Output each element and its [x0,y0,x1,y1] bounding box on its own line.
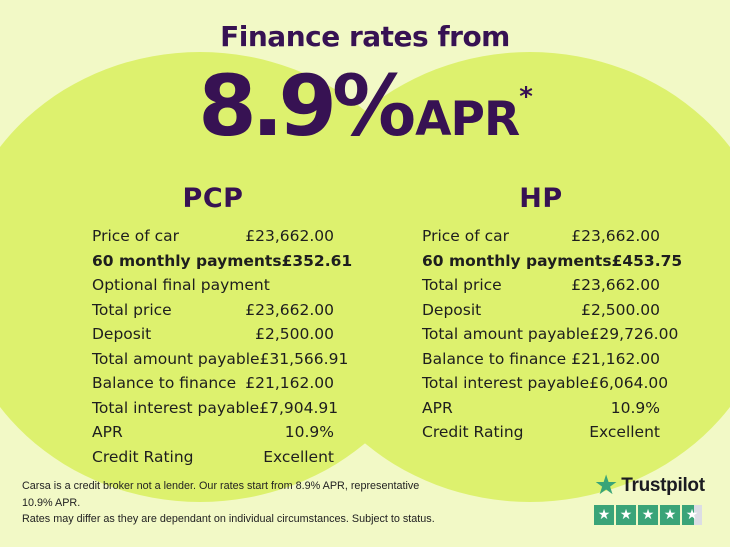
row-label: Price of car [92,227,179,246]
disclaimer-text [22,478,442,527]
row-label: Balance to finance [422,349,567,368]
pcp-table-title: PCP [182,183,244,214]
trustpilot-badge[interactable] [594,470,708,525]
row-label: Total price [422,276,502,295]
table-row [422,322,679,347]
row-label: Credit Rating [422,423,524,442]
table-row [422,396,660,421]
row-label: 60 monthly payments [422,251,612,270]
row-value: £29,726.00 [589,325,679,344]
table-row [92,298,334,323]
row-value: £7,904.91 [259,398,339,417]
rate-apr-label [415,82,532,147]
row-value: 10.9% [284,423,334,442]
row-value: £31,566.91 [259,349,349,368]
table-row [92,420,334,445]
row-value: £21,162.00 [245,374,334,393]
row-label: Total amount payable [422,325,590,344]
disclaimer-line-1: Carsa is a credit broker not a lender. Our rates start from 8.9% APR, representative 10.9% APR. [22,480,420,509]
table-row [422,224,660,249]
headline-rate [0,57,730,155]
trustpilot-star-icon: ★ [594,470,619,501]
trustpilot-wordmark: Trustpilot [621,475,705,496]
row-label: Total amount payable [92,349,260,368]
table-row [92,249,353,274]
star-box-full-icon: ★ [616,505,636,525]
row-label: APR [92,423,123,442]
row-label: Total interest payable [422,374,590,393]
table-row [422,273,660,298]
apr-text: APR [415,92,520,147]
trustpilot-logo [594,470,708,501]
table-row [92,224,334,249]
hp-table [422,183,683,445]
hp-table-title: HP [519,183,563,214]
trustpilot-rating-stars [594,505,708,525]
asterisk: * [519,82,532,112]
star-box-full-icon: ★ [594,505,614,525]
row-value: £352.61 [281,251,353,270]
row-label: Credit Rating [92,447,194,466]
table-row [422,249,683,274]
hp-table-rows [422,224,683,445]
star-box-full-icon: ★ [660,505,680,525]
table-row [422,371,669,396]
row-label: Balance to finance [92,374,237,393]
table-row [92,347,349,372]
row-value: £21,162.00 [571,349,660,368]
disclaimer-line-2: Rates may differ as they are dependant on individual circumstances. Subject to status. [22,512,435,525]
row-label: Price of car [422,227,509,246]
row-label: Optional final payment [92,276,270,295]
rate-value: 8.9% [198,57,412,155]
row-label: APR [422,398,453,417]
headline-eyebrow: Finance rates from [220,20,510,53]
row-value: Excellent [263,447,334,466]
row-label: Total price [92,300,172,319]
row-label: Total interest payable [92,398,260,417]
row-value: £23,662.00 [245,227,334,246]
star-box-full-icon: ★ [638,505,658,525]
table-row [422,298,660,323]
table-row [422,347,660,372]
row-value: £2,500.00 [581,300,660,319]
row-label: Deposit [422,300,482,319]
table-row [92,445,334,470]
row-value: £23,662.00 [571,276,660,295]
pcp-table [92,183,353,469]
row-value: £23,662.00 [571,227,660,246]
row-label: 60 monthly payments [92,251,282,270]
table-row [92,371,334,396]
row-value: £453.75 [611,251,683,270]
row-value: £2,500.00 [255,325,334,344]
row-value: Excellent [589,423,660,442]
table-row [422,420,660,445]
star-box-half-icon: ★ [682,505,702,525]
table-row [92,396,339,421]
table-row [92,273,334,298]
table-row [92,322,334,347]
row-value: 10.9% [610,398,660,417]
pcp-table-rows [92,224,353,469]
row-value: £6,064.00 [589,374,669,393]
row-value: £23,662.00 [245,300,334,319]
row-label: Deposit [92,325,152,344]
